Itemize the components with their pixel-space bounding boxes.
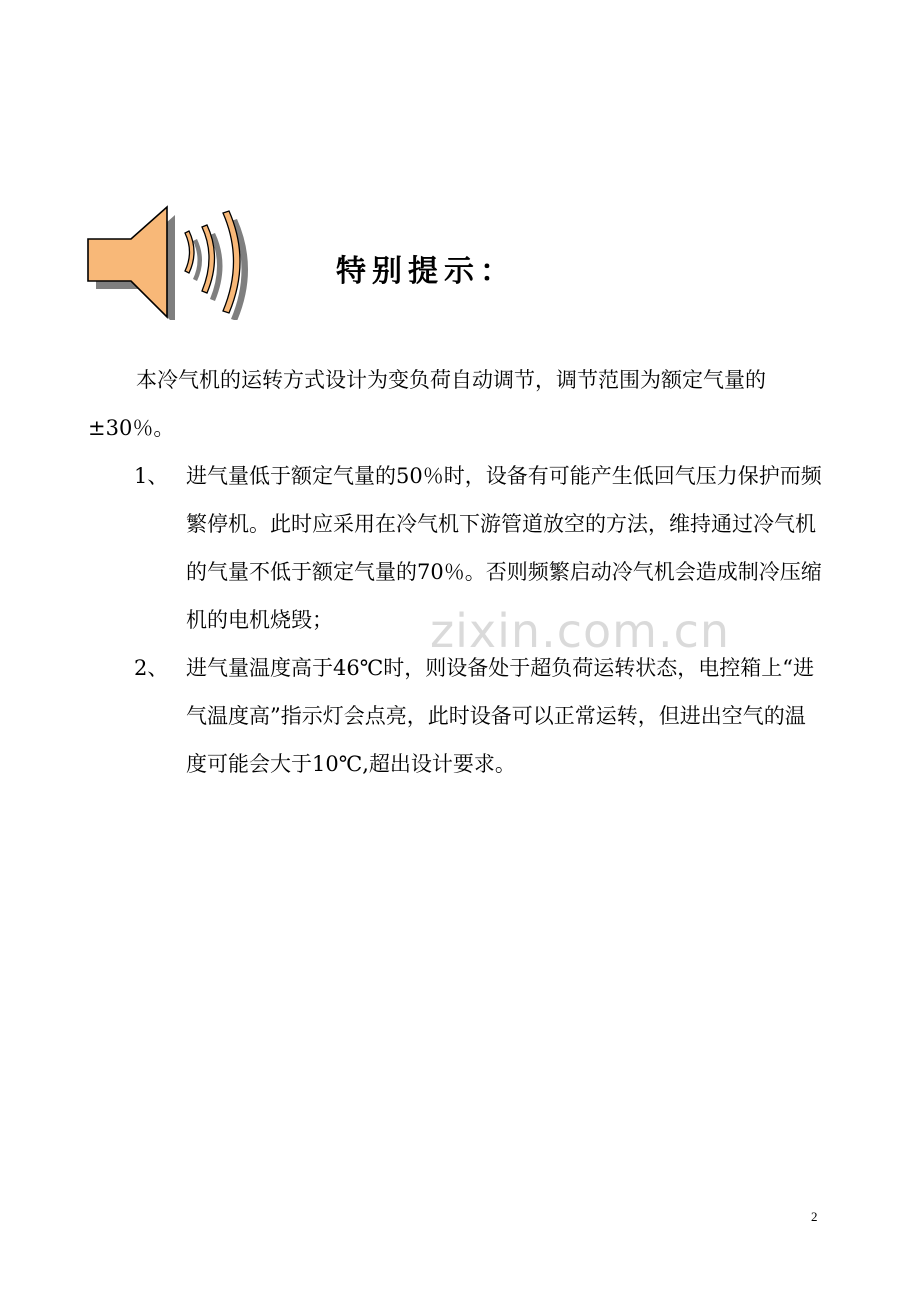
intro-paragraph: 本冷气机的运转方式设计为变负荷自动调节，调节范围为额定气量的±30％。 [88,368,766,440]
body-text [88,356,824,788]
watermark: zixin.com.cn [430,604,731,658]
list-item-text: 进气量温度高于46℃时，则设备处于超负荷运转状态，电控箱上“进气温度高”指示灯会点亮，此时设备可以正常运转，但进出空气的温度可能会大于10℃,超出设计要求。 [186,656,814,776]
list-item-number: 1、 [134,464,169,488]
list-item-number: 2、 [134,656,169,680]
page-number: 2 [811,1209,818,1224]
speaker-sound-icon [84,205,264,320]
list-item [88,644,824,788]
page-heading: 特别提示： [336,254,516,289]
list-item-text: 进气量低于额定气量的50％时，设备有可能产生低回气压力保护而频繁停机。此时应采用在冷气机下游管道放空的方法，维持通过冷气机的气量不低于额定气量的70％。否则频繁启动冷气机会造成制冷压缩机的电机烧毁； [186,464,822,632]
